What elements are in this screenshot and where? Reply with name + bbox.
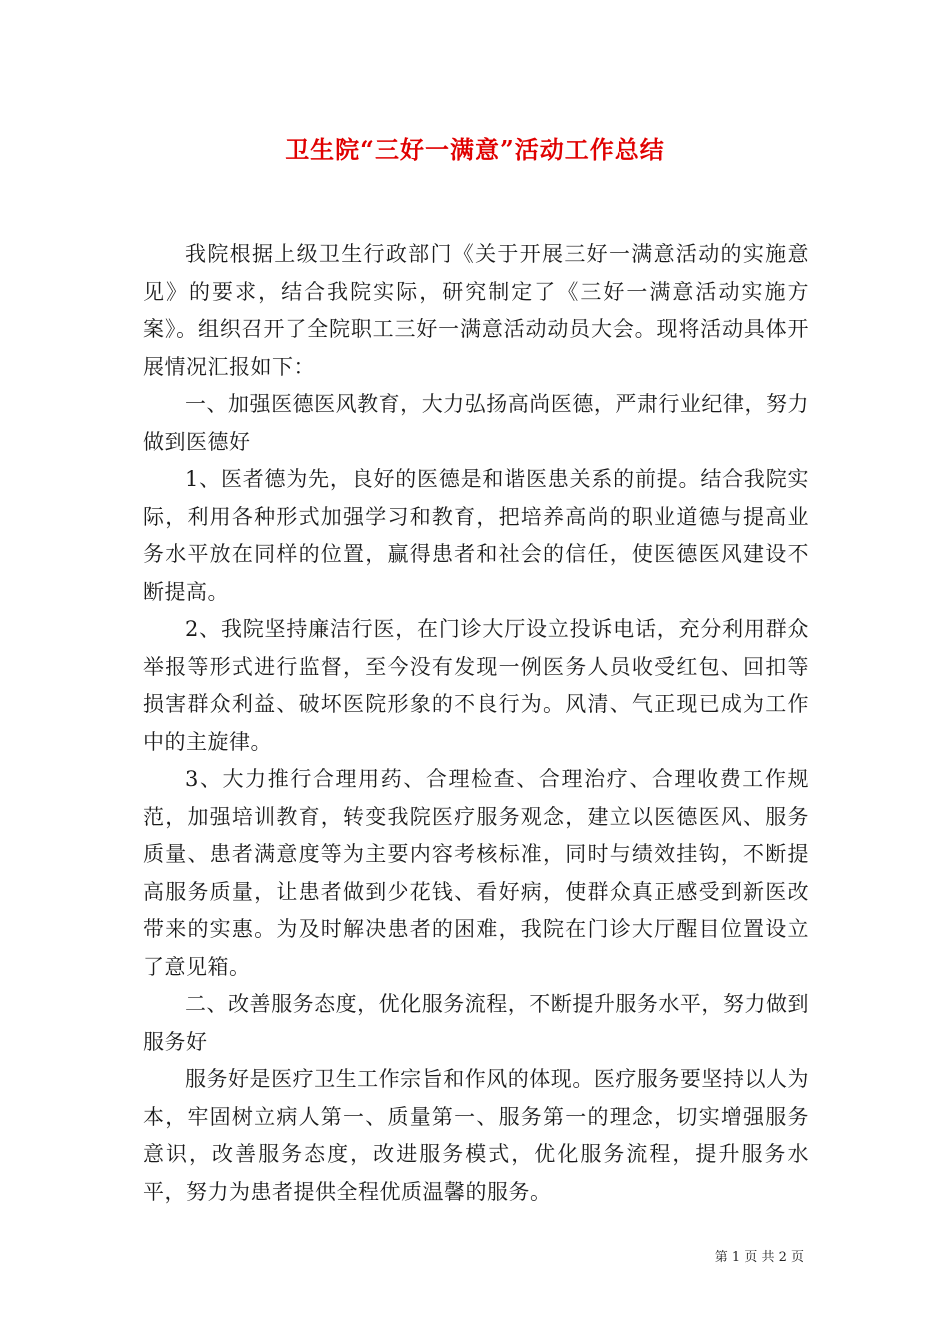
section-heading-1: 一、加强医德医风教育，大力弘扬高尚医德，严肃行业纪律，努力做到医德好 xyxy=(143,392,809,454)
page-number: 第 1 页 共 2 页 xyxy=(714,1250,804,1265)
paragraph-intro: 我院根据上级卫生行政部门《关于开展三好一满意活动的实施意见》的要求，结合我院实际，研究制定了《三好一满意活动实施方案》。组织召开了全院职工三好一满意活动动员大会。现将活动具体开展情况汇报如下： xyxy=(143,242,809,379)
document-body xyxy=(143,236,809,1211)
document-title: 卫生院“三好一满意”活动工作总结 xyxy=(285,135,665,164)
paragraph-item-3: 3、大力推行合理用药、合理检查、合理治疗、合理收费工作规范，加强培训教育，转变我院医疗服务观念，建立以医德医风、服务质量、患者满意度等为主要内容考核标准，同时与绩效挂钩，不断提高服务质量，让患者做到少花钱、看好病，使群众真正感受到新医改带来的实惠。为及时解决患者的困难，我院在门诊大厅醒目位置设立了意见箱。 xyxy=(143,767,809,979)
paragraph-item-1: 1、医者德为先，良好的医德是和谐医患关系的前提。结合我院实际，利用各种形式加强学习和教育，把培养高尚的职业道德与提高业务水平放在同样的位置，赢得患者和社会的信任，使医德医风建设不断提高。 xyxy=(143,467,809,604)
paragraph-item-2: 2、我院坚持廉洁行医，在门诊大厅设立投诉电话，充分利用群众举报等形式进行监督，至今没有发现一例医务人员收受红包、回扣等损害群众利益、破坏医院形象的不良行为。风清、气正现已成为工作中的主旋律。 xyxy=(143,617,809,754)
section-heading-2: 二、改善服务态度，优化服务流程，不断提升服务水平，努力做到服务好 xyxy=(143,992,809,1054)
paragraph-service: 服务好是医疗卫生工作宗旨和作风的体现。医疗服务要坚持以人为本，牢固树立病人第一、质量第一、服务第一的理念，切实增强服务意识，改善服务态度，改进服务模式，优化服务流程，提升服务水平，努力为患者提供全程优质温馨的服务。 xyxy=(143,1067,809,1204)
